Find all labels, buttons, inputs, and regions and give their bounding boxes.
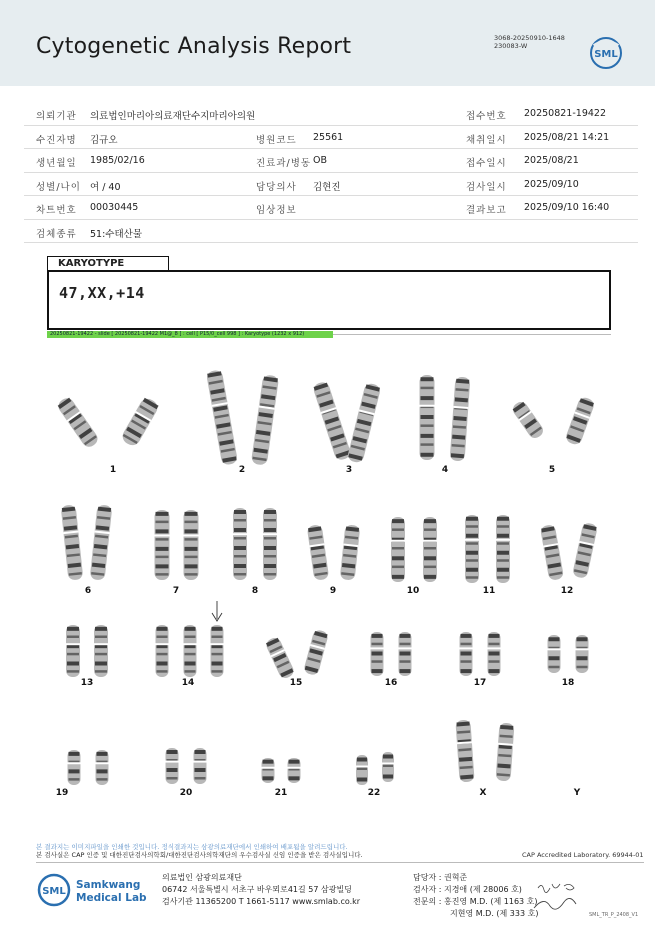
chromosome	[423, 517, 437, 582]
footer-notes	[36, 843, 363, 859]
info-label: 담당의사	[256, 181, 297, 193]
org-address: 06742 서울특별시 서초구 바우뫼로41길 57 삼광빌딩	[162, 885, 352, 894]
chromosome	[94, 625, 108, 677]
info-value: OB	[313, 155, 327, 166]
footer-divider	[36, 862, 644, 863]
chromosome	[371, 632, 384, 676]
chromosome	[233, 508, 247, 580]
sml-logo-icon	[588, 36, 624, 70]
info-row	[24, 196, 638, 220]
samkwang-logo	[36, 870, 156, 910]
info-row	[24, 102, 638, 126]
info-value: 2025/08/21	[524, 155, 579, 166]
report-header	[0, 0, 655, 86]
staff-examiner: 검사자 : 지경애 (제 28006 호)	[413, 885, 522, 894]
info-label: 차트번호	[36, 205, 77, 216]
info-label: 검사일시	[466, 181, 507, 193]
staff-info	[413, 872, 538, 920]
info-label: 수진자명	[36, 134, 77, 146]
info-label: 병원코드	[256, 134, 297, 146]
karyotype-value: 47,XX,+14	[59, 284, 145, 302]
chromosome	[540, 524, 564, 581]
info-value: 1985/02/16	[90, 155, 145, 166]
info-label: 생년월일	[36, 158, 77, 169]
chromosome	[61, 504, 84, 580]
chromosome	[264, 636, 295, 680]
samkwang-name-1: Samkwang	[76, 879, 141, 891]
chromosome-label: 3	[345, 465, 353, 475]
slide-info-bar: 20250821-19422 - slide [ 20250821-19422 M1@_8 ] : cell [ P15/0_cell 998 ] : Karyotype (1232 x 912)	[47, 331, 333, 338]
chromosome	[420, 375, 435, 460]
chromosome	[68, 750, 81, 785]
chromosome	[166, 748, 179, 784]
chromosome	[347, 382, 382, 463]
chromosome-label: 15	[289, 678, 303, 688]
report-codes	[494, 34, 565, 50]
form-number: SML_TR_P_2408_V1	[589, 912, 639, 918]
info-label: 접수일시	[466, 158, 507, 169]
info-value: 2025/08/21 14:21	[524, 131, 610, 143]
note-image-copy: 본 결과지는 이미지파일을 인쇄한 것입니다. 정식결과지는 삼광의료재단에서 인쇄하여 배포됨을 알려드립니다.	[36, 843, 348, 851]
info-value: 2025/09/10	[524, 178, 579, 190]
chromosome-label: 11	[482, 586, 496, 596]
chromosome-label: 1	[109, 465, 117, 475]
chromosome-label: 5	[548, 465, 556, 475]
chromosome	[496, 515, 510, 583]
info-label: 채취일시	[466, 134, 507, 146]
chromosome	[307, 524, 330, 581]
chromosome	[455, 720, 474, 783]
chromosome	[460, 632, 473, 676]
slide-divider	[333, 334, 611, 335]
info-value: 20250821-19422	[524, 108, 607, 119]
chromosome	[465, 515, 479, 583]
org-name: 의료법인 삼광의료재단	[162, 873, 242, 882]
chromosome	[263, 508, 277, 580]
chromosome-label: 21	[274, 788, 288, 798]
chromosome	[382, 752, 394, 782]
chromosome	[356, 755, 368, 785]
staff-specialist-2: 지현영 M.D. (제 333 호)	[450, 909, 539, 918]
chromosome	[156, 625, 169, 677]
chromosome	[251, 374, 279, 465]
info-value: 2025/09/10 16:40	[524, 202, 610, 213]
samkwang-name-2: Medical Lab	[76, 892, 147, 904]
chromosome-label: 9	[329, 586, 337, 596]
info-label: 검체종류	[36, 228, 77, 240]
karyogram-image	[0, 345, 655, 835]
chromosome-label: 20	[179, 788, 193, 798]
chromosome-label: 2	[238, 465, 246, 475]
note-certification: 본 검사실은 CAP 인증 및 대한진단검사의학회/대한진단검사의학재단의 우수검사실 신임 인증을 받은 검사실입니다.	[36, 851, 363, 859]
chromosome	[262, 758, 275, 783]
chromosome	[488, 632, 501, 676]
chromosome	[194, 748, 207, 784]
organization-info	[162, 872, 360, 908]
signature-icon	[530, 878, 590, 914]
trisomy-arrow-icon	[212, 601, 222, 621]
chromosome-label: 10	[406, 586, 420, 596]
info-label: 임상정보	[256, 205, 297, 216]
report-code-1: 3068-20250910-1648	[494, 34, 565, 42]
chromosome	[206, 369, 238, 465]
chromosome	[399, 632, 412, 676]
info-row	[24, 149, 638, 173]
chromosome-label: 4	[441, 465, 449, 475]
chromosome	[90, 504, 113, 580]
info-row	[24, 126, 638, 150]
chromosome-label: Y	[573, 788, 581, 798]
chromosome	[184, 625, 197, 677]
chromosome	[303, 629, 329, 676]
chromosome	[312, 380, 352, 461]
info-label: 접수번호	[466, 111, 507, 122]
chromosome-label: 6	[84, 586, 92, 596]
cap-accreditation: CAP Accredited Laboratory. 69944-01	[522, 851, 644, 859]
chromosome-label: 17	[473, 678, 487, 688]
chromosome-label: 14	[181, 678, 195, 688]
chromosome	[288, 758, 301, 783]
info-label: 진료과/병동	[256, 158, 312, 169]
chromosome	[450, 377, 471, 462]
chromosome-label: 8	[251, 586, 259, 596]
chromosome	[391, 517, 405, 582]
staff-specialist-1: 전문의 : 홍진영 M.D. (제 1163 호)	[413, 897, 538, 906]
chromosome	[96, 750, 109, 785]
chromosome-label: 22	[367, 788, 381, 798]
patient-info-table	[24, 102, 638, 243]
info-value: 00030445	[90, 202, 139, 213]
info-label: 결과보고	[466, 205, 507, 216]
report-title: Cytogenetic Analysis Report	[36, 34, 352, 59]
info-value: 의료법인마리아의료재단수지마리아의원	[90, 111, 256, 122]
chromosome	[510, 399, 545, 440]
chromosome	[155, 510, 170, 580]
samkwang-logo-mark: SML	[42, 886, 66, 897]
info-value: 51:수태산물	[90, 228, 142, 240]
chromosome-label: 16	[384, 678, 398, 688]
info-row	[24, 220, 638, 244]
chromosome	[120, 396, 161, 448]
chromosome-label: 13	[80, 678, 94, 688]
sml-logo-text: SML	[594, 49, 618, 60]
info-value: 25561	[313, 131, 344, 143]
info-row	[24, 173, 638, 197]
karyotype-box	[47, 270, 611, 330]
info-label: 의뢰기관	[36, 111, 77, 122]
info-value: 여 / 40	[90, 181, 121, 193]
chromosome	[572, 522, 598, 579]
chromosome	[495, 723, 514, 782]
chromosome-label: 7	[172, 586, 180, 596]
chromosome-label: 18	[561, 678, 575, 688]
chromosome	[576, 635, 589, 673]
chromosome	[66, 625, 80, 677]
report-code-2: 230083-W	[494, 42, 528, 50]
org-contact: 검사기관 11365200 T 1661-5117 www.smlab.co.kr	[162, 897, 361, 906]
chromosome-label: 19	[55, 788, 69, 798]
chromosome	[340, 524, 361, 580]
chromosome	[564, 396, 595, 447]
chromosome	[548, 635, 561, 673]
staff-manager: 담당자 : 권혁준	[413, 873, 468, 882]
info-value: 김현진	[313, 181, 341, 193]
info-value: 김규오	[90, 134, 118, 146]
info-label: 성별/나이	[36, 181, 81, 193]
chromosome-label: 12	[560, 586, 574, 596]
chromosome	[56, 395, 101, 449]
chromosome	[184, 510, 199, 580]
chromosome-label: X	[479, 788, 487, 798]
karyotype-tab: KARYOTYPE	[47, 256, 169, 271]
chromosome	[211, 625, 224, 677]
